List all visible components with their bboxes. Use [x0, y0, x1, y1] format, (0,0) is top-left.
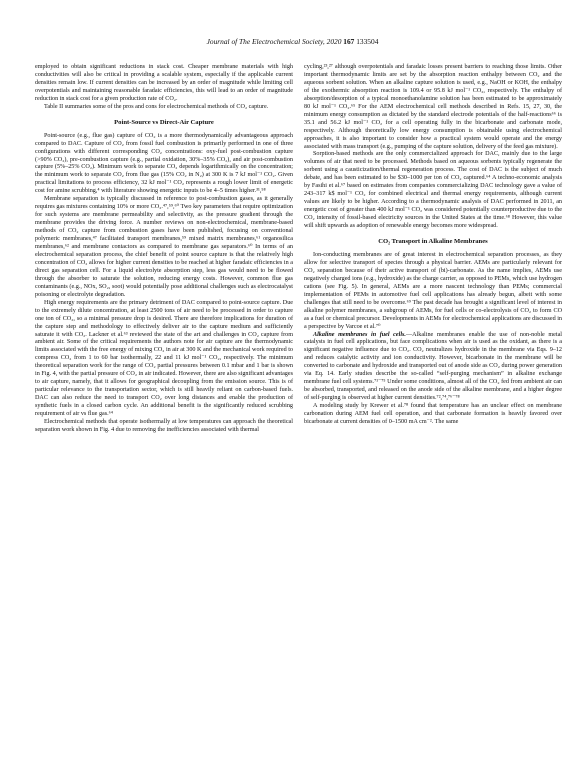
paragraph: High energy requirements are the primary detriment of DAC compared to point-source capture. Due to the extremely dilute concentration, at least 2500 tons of air need to be processed in order to capture one ton of CO₂, so a minimal pressure drop is desired. There are therefore implications for duration of the capture step and methodology to effectively deliver air to the capture medium and sufficiently saturate it with CO₂. Lackner et al.⁶³ reviewed the state of the art and challenges in CO₂ capture from ambient air. Some of the critical requirements the authors note for air capture are the thermodynamic limits associated with the free energy of mixing CO₂ in air at 300 K and the mechanical work required to compress CO₂ from 1 to 60 bar isothermally, 22 and 11 kJ mol⁻¹ CO₂, respectively. The minimum theoretical separation work for the range of CO₂ partial pressures between 0.1 mbar and 1 bar is shown in Fig. 4, with the partial pressure of CO₂ in air indicated. However, there are also significant advantages to air capture, namely, that it allows for geographical decoupling from the emission source. This is of particular relevance to the transportation sector, which is still heavily reliant on carbon-based fuels. DAC can also reduce the need to transport CO₂ over long distances and enable the production of synthetic fuels in a closed carbon cycle. An additional benefit is the significantly reduced scrubbing requirement of air vs flue gas.⁶⁴: [35, 299, 293, 418]
journal-name: Journal of The Electrochemical Society: [206, 37, 323, 46]
journal-year: , 2020: [322, 37, 342, 46]
paragraph: cycling,²³,²⁷ although overpotentials and faradaic losses present barriers to reaching those limits. Other important thermodynamic limits are set by the absorption reaction enthalpy between CO₂ and the aqueous sorbent solution. When an alkaline capture solution is used, e.g., NaOH or KOH, the enthalpy of the exothermic absorption reaction is 109.4 or 95.8 kJ mol⁻¹ CO₂, respectively. The enthalpy of absorption/desorption of a typical monoethanolamine solution has been estimated to be approximately 80 kJ mol⁻¹ CO₂.⁶⁵ For the AEM electrochemical cell methods described in Refs. 15, 27, 30, the minimum energy consumption as dictated by the standard electrode potentials of the half-reactions⁶⁶ is 35.1 and 56.2 kJ mol⁻¹ CO₂ for a cell operating fully in the bicarbonate and carbonate mode, respectively. Although theoretically low energy consumption is obtainable using electrochemical approaches, it is also important to consider how a practical system would operate and the energy associated with mass transport (e.g., pumping of the capture solution, delivery of the feed gas mixture).: [304, 64, 562, 150]
running-header: [0, 37, 585, 46]
paragraph: Sorption-based methods are the only commercialized approach for DAC, mainly due to the large volumes of air that need to be processed. Methods based on aqueous sorbents typically regenerate the sorbent using a causticization/thermal regeneration process. The cost of DAC is the subject of much debate, and has been estimated to be $30–1000 per ton of CO₂ captured.⁶⁴ A techno-economic analysis by Fasihi et al.⁶⁷ based on estimates from companies commercializing DAC technology gave a value of 243–317 k$ mol⁻¹ CO₂ for combined electrical and thermal energy requirements, although current values are likely to be higher. According to a thermodynamic analysis of DAC performed in 2011, an energetic cost of greater than 400 kJ mol⁻¹ CO₂ was considered potentially counterproductive due to the CO₂ intensity of fossil-based electricity sources in the United States at the time.⁶⁸ However, this value will shift upwards as adoption of renewable energy becomes more widespread.: [304, 151, 562, 230]
paragraph-text: —Alkaline membranes enable the use of non-noble metal catalysts in fuel cell applications, but face complications when air is used as the oxidant, as there is a significant negative influence due to CO₂. CO₂ neutralizes hydroxide in the membrane via Eqs. 9–12 and reduces catalytic activity and ion conductivity. However, bicarbonate in the membrane will be converted to carbonate and hydroxide and transported out of anode side as CO₂ during power generation via Eq. 14. Early studies describe the so-called “self-purging mechanism” in alkaline exchange membrane fuel cell systems.⁷¹⁻⁷⁵ Under some conditions, almost all of the CO₂ fed from ambient air can be absorbed, transported, and released on the anode side of the alkaline membrane, and a higher degree of self-purging is observed at higher current densities.⁷²,⁷⁴,⁷⁶⁻⁷⁸: [304, 331, 562, 402]
paragraph: Ion-conducting membranes are of great interest in electrochemical separation processes, as they allow for selective transport of species through a physical barrier. AEMs are particularly relevant for CO₂ separation because of their active transport of (bi)-carbonate. As the name implies, AEMs use negatively charged ions (e.g., hydroxide) as the charge carrier, as opposed to PEMs, which use hydrogen cations (see Fig. 5). In general, AEMs are a more nascent technology than PEMs; commercial implementation of PEMs in automotive fuel cell applications has already begun, albeit with some challenges that still need to be overcome.⁶⁹ The past decade has brought a significant level of interest in alkaline polymer membranes, a subgroup of AEMs, for fuel cells or co-electrolysis of CO₂ to form CO as a fuel or chemical precursor. Developments in AEMs for electrochemical applications are discussed in a perspective by Varcoe et al.⁷⁰: [304, 251, 562, 330]
paragraph: [304, 332, 562, 404]
left-column: [35, 64, 293, 435]
section-heading: Point-Source vs Direct-Air Capture: [114, 118, 214, 126]
subsection-heading: Alkaline membranes in fuel cells.: [313, 331, 406, 338]
paragraph: employed to obtain significant reductions in stack cost. Cheaper membrane materials with high conductivities will also be critical in providing a scalable system, especially if the applicable current densities remain low. If current densities can be increased by an order of magnitude while limiting cell overpotentials and maintaining reasonable faradaic efficiencies, this will lead to an order of magnitude reduction in stack cost for a given production rate of CO₂.: [35, 64, 293, 102]
paragraph: A modeling study by Krewer et al.⁷⁸ found that temperature has an unclear effect on membrane carbonation during AEM fuel cell operation, and that carbonate formation is heavily favored over bicarbonate at current densities of 0–1500 mA cm⁻². The same: [304, 403, 562, 425]
right-column: [304, 64, 562, 427]
section-heading: CO₂ Transport in Alkaline Membranes: [378, 238, 488, 246]
paragraph: Electrochemical methods that operate isothermally at low temperatures can approach the theoretical separation work shown in Fig. 4 due to removing the inefficiencies associated with thermal: [35, 418, 293, 433]
article-number: 133504: [356, 37, 379, 46]
paragraph: Table II summaries some of the pros and cons for electrochemical methods of CO₂ capture.: [44, 103, 269, 110]
paragraph: Membrane separation is typically discussed in reference to post-combustion gases, as it generally requires gas mixtures containing 10% or more CO₂.⁴⁷,⁵⁹,⁶⁰ Two key parameters that require optimization for such systems are membrane permeability and selectivity, as the pressure gradient through the membrane provides the driving force. A number reviews on non-electrochemical, membrane-based methods of CO₂ capture from combustion gases have been published, focusing on conventional polymeric membranes,⁴⁷ facilitated transport membranes,⁵⁹ mixed matrix membranes,⁶¹ organosilica membranes,⁶² and membrane contactors as compared to membrane gas separators.⁶⁰ In terms of an electrochemical separation process, the chief benefit of point source capture is that the relatively high concentration of CO₂ allows for higher current densities to be reached at higher faradaic efficiencies in a direct gas separation cell. For a liquid electrolyte absorption step, less gas would need to be flowed through the absorber to saturate the solution, reducing energy costs. However, common flue gas contaminants (e.g., NOx, SO₂, soot) would potentially pose additional challenges such as electrocatalyst poisoning or electrolyte degradation.: [35, 196, 293, 298]
journal-volume: 167: [343, 37, 355, 46]
paragraph: Point-source (e.g., flue gas) capture of CO₂ is a more thermodynamically advantageous approach compared to DAC. Capture of CO₂ from fossil fuel combustion is primarily performed in one of three configurations with different corresponding CO₂ concentrations: oxy-fuel post-combustion capture (>90% CO₂), pre-combustion capture (e.g., partial oxidation, 30%–35% CO₂), and air post-combustion capture (5%–25% CO₂). Minimum work to separate CO₂ depends logarithmically on the concentration; the minimum work to separate CO₂ from flue gas (15% CO₂ in N₂) at 300 K is 7 kJ mol⁻¹ CO₂. Given practical limitations to process efficiency, 32 kJ mol⁻¹ CO₂ represents a rough lower limit of energetic cost for amine scrubbing,⁴ with literature showing energetic inputs to be 4–5 times higher.³¹,⁵⁸: [35, 132, 293, 195]
